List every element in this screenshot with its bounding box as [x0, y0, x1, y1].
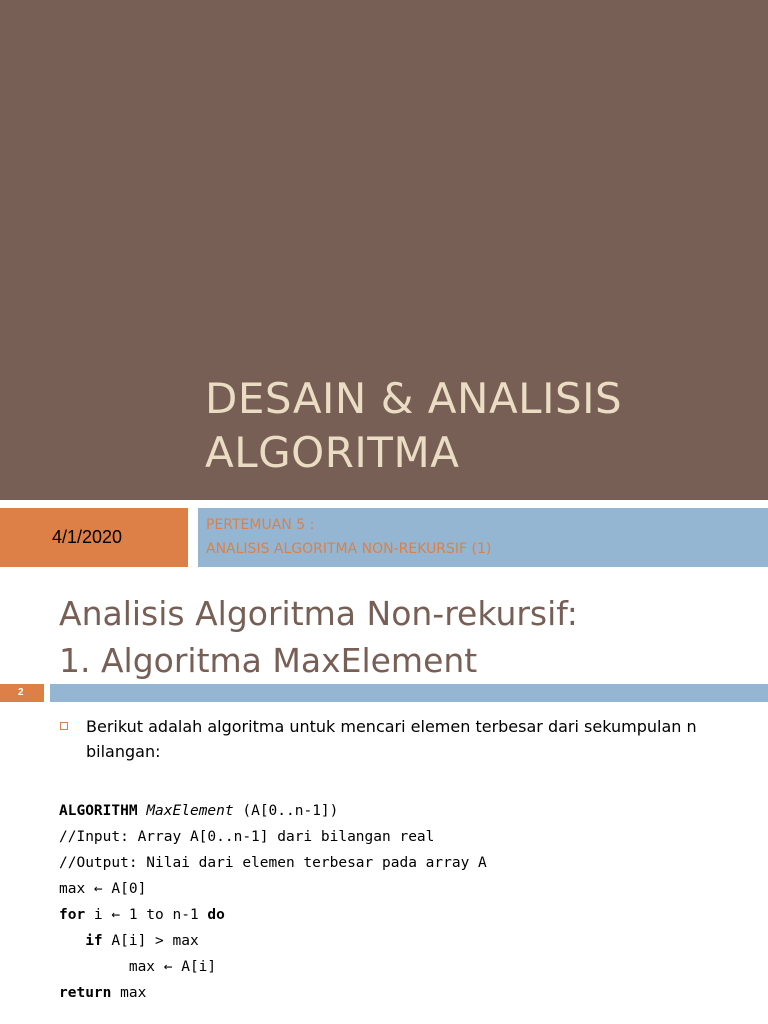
code-keyword: do [207, 907, 225, 923]
code-block [59, 798, 487, 1006]
code-function-name: MaxElement [146, 803, 234, 819]
slide-title [205, 372, 745, 480]
slide2-title-line-1: Analisis Algoritma Non-rekursif: [59, 594, 578, 633]
code-keyword: return [59, 985, 112, 1001]
slide2-title [59, 590, 759, 684]
code-text: max [111, 985, 147, 1001]
slide-date: 4/1/2020 [52, 527, 123, 547]
code-line-6 [59, 928, 487, 954]
code-line-5 [59, 902, 487, 928]
code-keyword: if [85, 933, 103, 949]
code-keyword: for [59, 907, 86, 923]
slide-title-line-2: ALGORITMA [205, 428, 460, 477]
code-line-3: //Output: Nilai dari elemen terbesar pada array A [59, 855, 487, 871]
code-line-2: //Input: Array A[0..n-1] dari bilangan real [59, 829, 435, 845]
code-text: A[i] > max [102, 933, 199, 949]
bullet-item [60, 714, 750, 764]
bullet-text: Berikut adalah algoritma untuk mencari elemen terbesar dari sekumpulan n bilangan: [86, 717, 697, 761]
code-line-7: max ← A[i] [59, 959, 217, 975]
subtitle-line-1: PERTEMUAN 5 : [206, 517, 315, 533]
code-text: i ← 1 to n-1 [85, 907, 208, 923]
code-text: (A[0..n-1]) [233, 803, 339, 819]
slide2-header-bar [50, 684, 768, 702]
slide-title-line-1: DESAIN & ANALISIS [205, 374, 623, 423]
square-bullet-icon [60, 722, 68, 730]
subtitle-line-2: ANALISIS ALGORITMA NON-REKURSIF (1) [206, 541, 492, 557]
code-line-4: max ← A[0] [59, 881, 147, 897]
slide-number: 2 [0, 684, 44, 702]
code-indent [59, 933, 85, 949]
code-line-1 [59, 798, 487, 824]
code-keyword: ALGORITHM [59, 803, 138, 819]
title-slide-background [0, 0, 768, 500]
slide2-title-line-2: 1. Algoritma MaxElement [59, 641, 478, 680]
subtitle-box [198, 508, 768, 567]
code-line-8 [59, 980, 487, 1006]
slide-subtitle [206, 513, 491, 561]
date-box [0, 508, 188, 567]
